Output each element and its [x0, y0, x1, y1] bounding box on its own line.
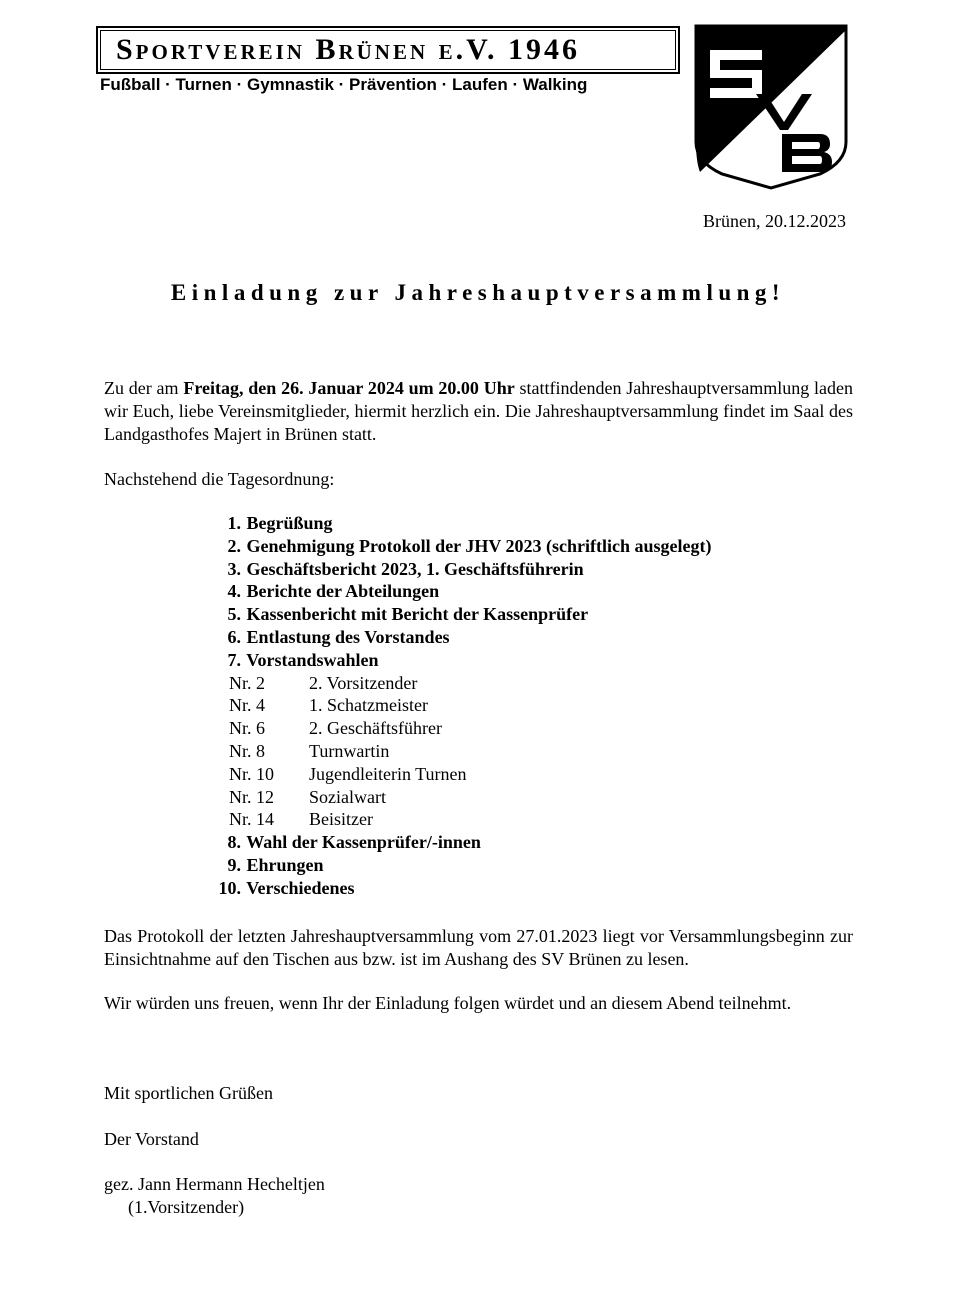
election-row: Nr. 8 Turnwartin — [229, 740, 390, 761]
agenda-intro: Nachstehend die Tagesordnung: — [104, 469, 335, 489]
agenda-item: 7. Vorstandswahlen — [227, 649, 379, 670]
election-row: Nr. 10 Jugendleiterin Turnen — [229, 763, 467, 784]
election-row: Nr. 4 1. Schatzmeister — [229, 695, 428, 716]
closing-wish: Wir würden uns freuen, wenn Ihr der Einladung folgen würdet und an diesem Abend teilnehmt. — [104, 993, 792, 1013]
election-row: Nr. 12 Sozialwart — [229, 786, 386, 807]
greeting: Mit sportlichen Grüßen — [104, 1083, 273, 1103]
signature: gez. Jann Hermann Hecheltjen — [104, 1174, 325, 1194]
sender: Der Vorstand — [104, 1129, 199, 1149]
club-name: Sportverein Brünen e.V. 1946 — [116, 33, 580, 66]
election-row: Nr. 14 Beisitzer — [229, 809, 373, 830]
agenda-item: 1. Begrüßung — [227, 513, 333, 533]
agenda-item: 8. Wahl der Kassenprüfer/-innen — [227, 832, 481, 853]
election-row: Nr. 6 2. Geschäftsführer — [229, 718, 442, 739]
agenda-item: 9. Ehrungen — [227, 854, 324, 875]
club-disciplines: Fußball · Turnen · Gymnastik · Prävention · Laufen · Walking — [100, 75, 588, 94]
agenda-item: 6. Entlastung des Vorstandes — [227, 626, 450, 647]
protocol-note: Das Protokoll der letzten Jahreshauptversammlung vom 27.01.2023 liegt vor Versammlungsbeginn zur Einsichtnahme auf den Tischen aus bzw. ist im Aushang des SV Brünen zu lesen. — [104, 926, 853, 969]
letter-title: Einladung zur Jahreshauptversammlung! — [170, 280, 786, 305]
agenda-list — [212, 512, 712, 900]
agenda-item: 5. Kassenbericht mit Bericht der Kassenprüfer — [227, 604, 589, 625]
election-row: Nr. 2 2. Vorsitzender — [229, 672, 418, 693]
signature-role: (1.Vorsitzender) — [128, 1197, 245, 1217]
agenda-item: 10. Verschiedenes — [218, 877, 355, 898]
agenda-item: 3. Geschäftsbericht 2023, 1. Geschäftsführerin — [227, 558, 584, 579]
intro-part2: stattfindenden Jahreshauptversammlung laden wir Euch, liebe Vereinsmitglieder, hiermit herzlich ein. Die Jahreshauptversammlung findet im Saal des Landgasthofes Majert in Brünen statt. — [104, 378, 854, 444]
letter-date: Brünen, 20.12.2023 — [703, 211, 846, 231]
agenda-item: 2. Genehmigung Protokoll der JHV 2023 (schriftlich ausgelegt) — [227, 535, 712, 556]
intro-part1: Zu der am — [104, 378, 184, 398]
intro-paragraph — [104, 377, 853, 445]
meeting-datetime: Freitag, den 26. Januar 2024 um 20.00 Uhr — [183, 378, 515, 398]
svb-shield-logo-icon — [690, 22, 852, 192]
agenda-item: 4. Berichte der Abteilungen — [227, 581, 440, 602]
